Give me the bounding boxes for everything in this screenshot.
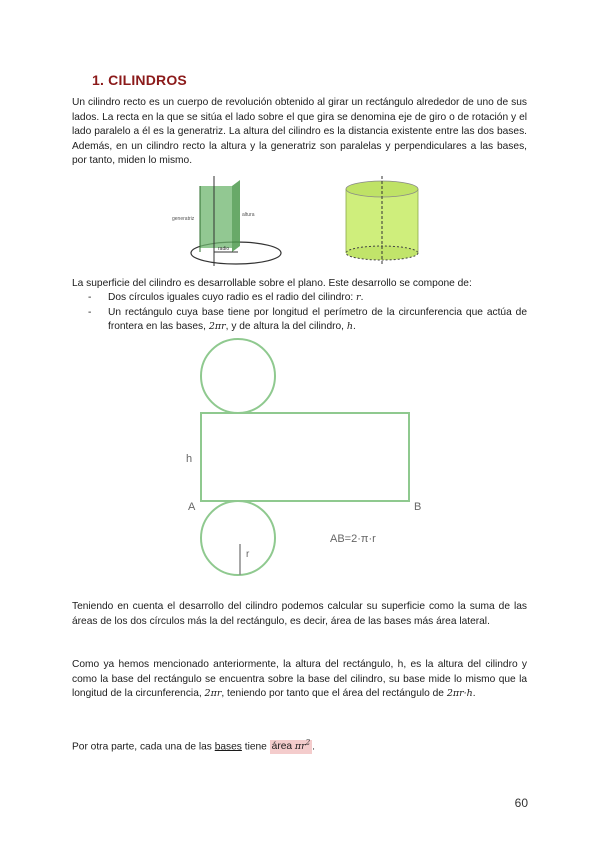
top-base-circle	[201, 339, 275, 413]
rotating-rectangle-back	[200, 186, 232, 248]
page-number: 60	[514, 796, 528, 810]
rotation-diagram	[170, 176, 290, 266]
components-list	[88, 291, 527, 335]
label-generatriz: generatriz	[172, 216, 195, 222]
cylinder-net	[180, 336, 430, 581]
surface-paragraph: Teniendo en cuenta el desarrollo del cilindro podemos calcular su superficie como la suma de las áreas de los dos círculos más la del rectángulo, es decir, área de las bases más área lateral.	[72, 601, 527, 627]
intro-paragraph: Un cilindro recto es un cuerpo de revolución obtenido al girar un rectángulo alrededor de uno de sus lados. La recta en la que se sitúa el lado sobre el que gira se denomina eje de giro o de rotación y el lado paralelo a él es la generatriz. La altura del cilindro es la distancia existente entre las dos bases. Además, en un cilindro recto la altura y la generatriz son paralelas y perpendiculares a las bases, por tanto, miden lo mismo.	[72, 97, 527, 167]
section-heading: 1. CILINDROS	[92, 72, 187, 88]
list-item: - Dos círculos iguales cuyo radio es el radio del cilindro: r.	[88, 292, 364, 303]
list-item: - Un rectángulo cuya base tiene por longitud el perímetro de la circunferencia que actúa de frontera en las bases, 2πr, y de altura la del cilindro, h.	[88, 306, 527, 333]
label-h: h	[186, 453, 193, 465]
rectangle-area-paragraph: Como ya hemos mencionado anteriormente, la altura del rectángulo, h, es la altura del cilindro y como la base del rectángulo se encuentra sobre la base del cilindro, su base mide lo mismo que la longitud de la circunferencia, 2πr, teniendo por tanto que el área del rectángulo de 2πr·h.	[72, 659, 527, 700]
label-altura: altura	[242, 212, 255, 218]
label-a: A	[188, 501, 196, 513]
highlighted-formula: área $\pi r^2$	[271, 739, 311, 753]
cylinder-figure	[338, 176, 428, 266]
label-r: r	[246, 549, 250, 560]
rotating-rectangle-front	[232, 180, 240, 252]
underlined-word: bases	[214, 741, 242, 753]
bottom-base-circle	[201, 501, 275, 575]
development-intro: La superficie del cilindro es desarrollable sobre el plano. Este desarrollo se compone de:	[72, 278, 472, 289]
label-radio: radio	[218, 246, 230, 252]
label-b: B	[414, 501, 422, 513]
lateral-rectangle	[201, 413, 409, 501]
formula-ab: AB=2·π·r	[330, 533, 376, 545]
base-area-paragraph: Por otra parte, cada una de las bases tiene área $\pi r^2$ .	[72, 739, 316, 753]
